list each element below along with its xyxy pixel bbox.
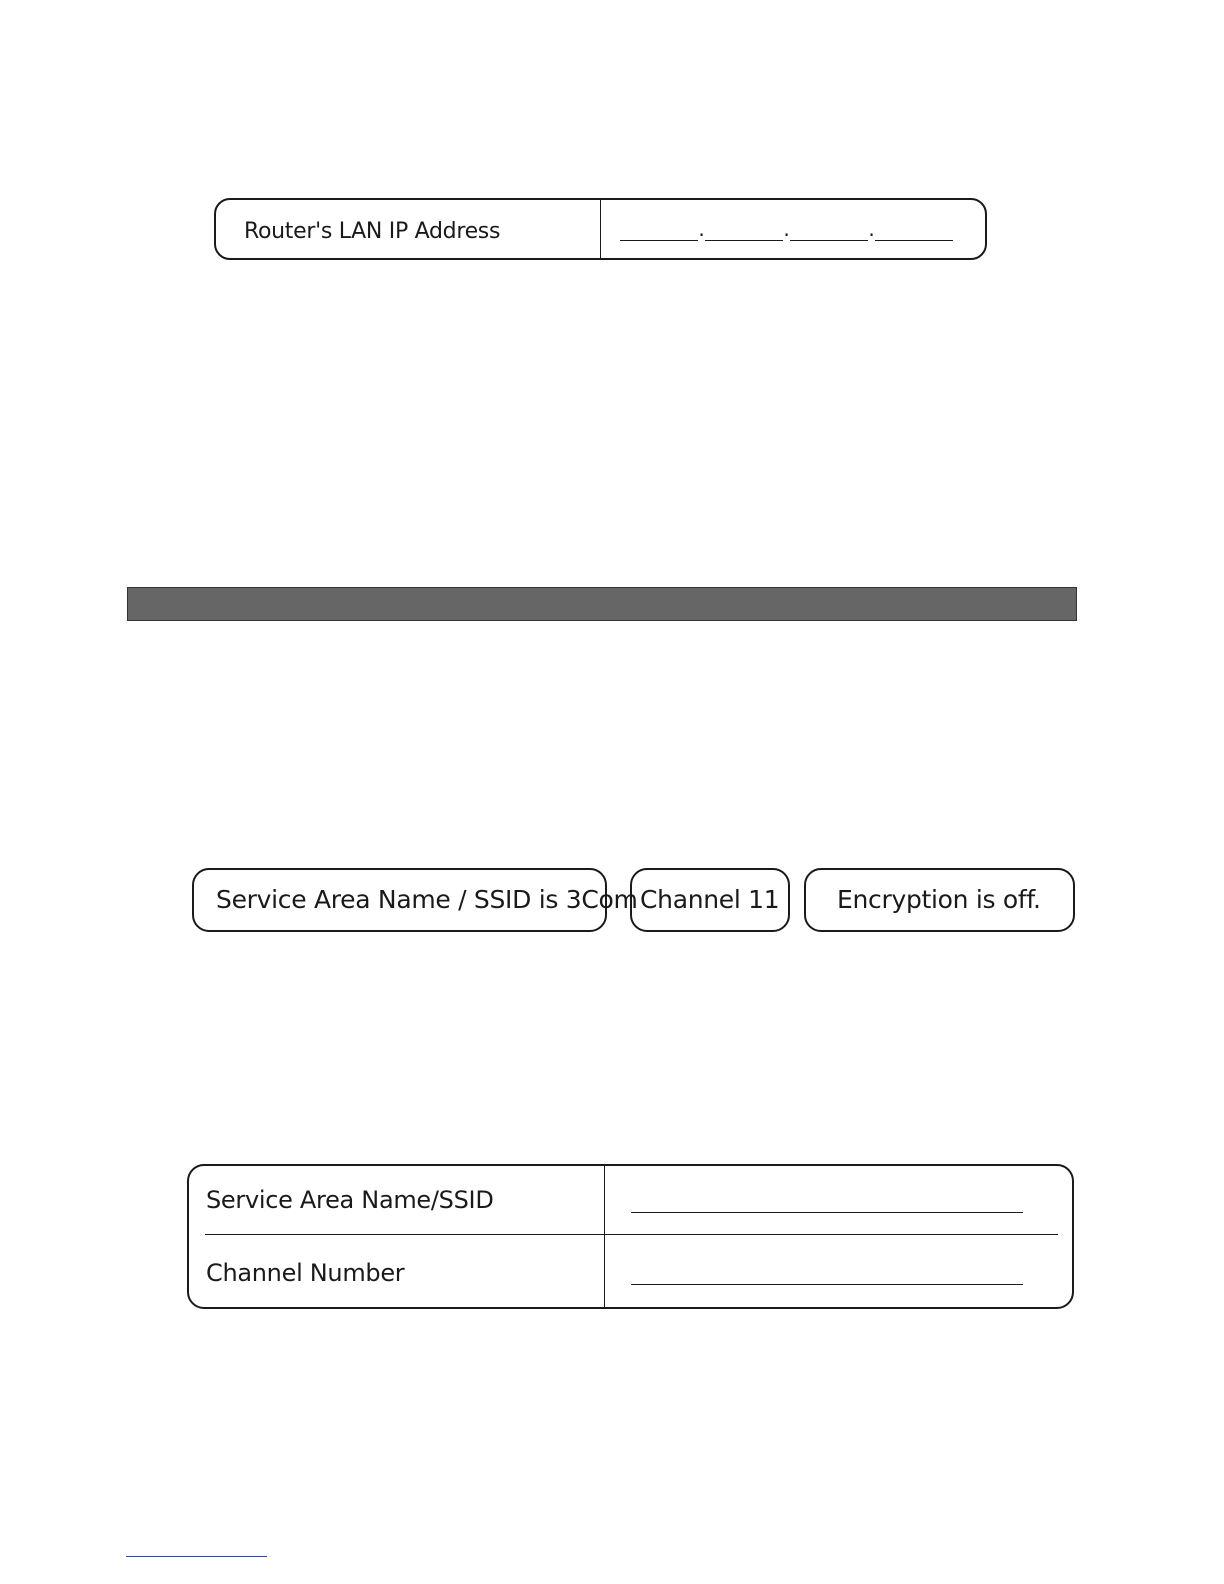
channel-pill: Channel 11 (630, 868, 790, 932)
ip-dot: . (783, 217, 790, 241)
ip-octet-blank-4[interactable] (875, 216, 953, 241)
ip-octet-blank-2[interactable] (705, 216, 783, 241)
router-ip-label: Router's LAN IP Address (244, 219, 501, 244)
router-ip-fields (620, 216, 953, 241)
channel-fill-blank[interactable] (631, 1284, 1023, 1285)
ssid-pill: Service Area Name / SSID is 3Com (192, 868, 607, 932)
encryption-pill: Encryption is off. (804, 868, 1075, 932)
section-header-bar (127, 587, 1077, 621)
router-ip-box (214, 198, 987, 260)
ssid-row-label: Service Area Name/SSID (206, 1186, 494, 1214)
wireless-settings-record-table (187, 1164, 1074, 1309)
ip-octet-blank-1[interactable] (620, 216, 698, 241)
ssid-fill-blank[interactable] (631, 1212, 1023, 1213)
footer-link-underline[interactable] (126, 1556, 267, 1557)
ip-octet-blank-3[interactable] (790, 216, 868, 241)
router-ip-divider (600, 200, 601, 258)
row-divider (205, 1234, 1058, 1235)
ip-dot: . (868, 217, 875, 241)
ip-dot: . (698, 217, 705, 241)
channel-row-label: Channel Number (206, 1259, 405, 1287)
column-divider (604, 1166, 605, 1307)
